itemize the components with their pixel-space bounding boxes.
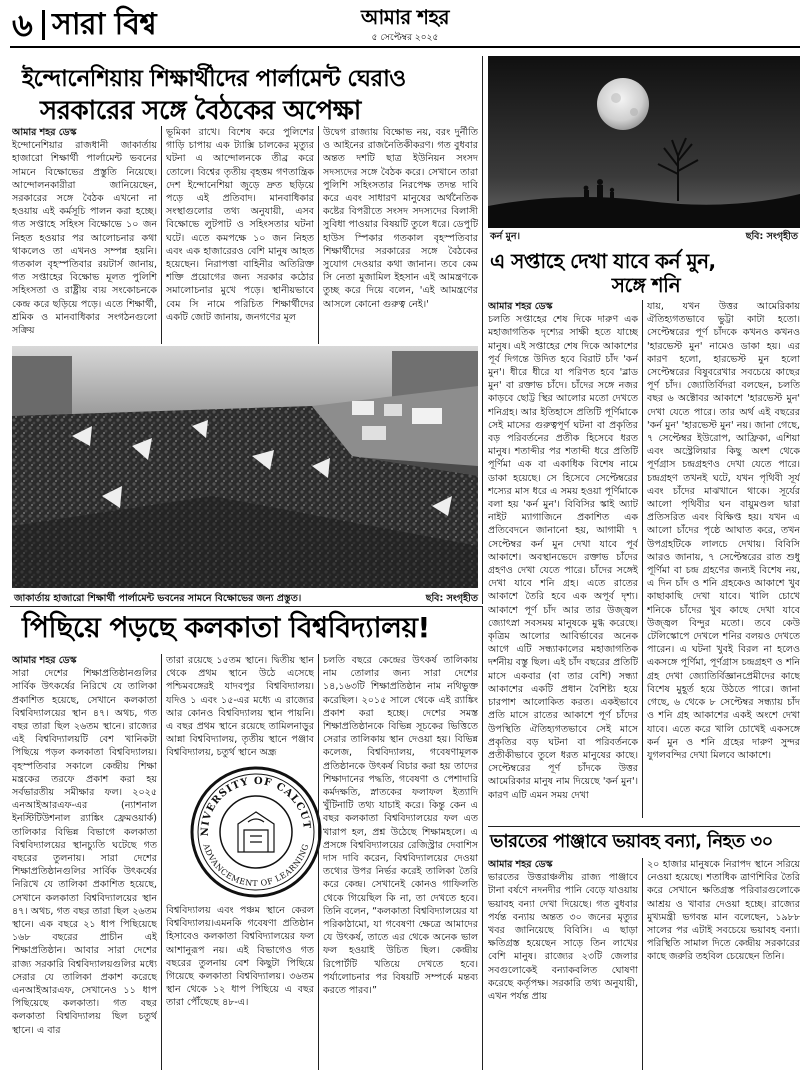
- story2-byline: আমার শহর ডেস্ক: [488, 301, 553, 312]
- col-rule: [642, 858, 643, 1070]
- story4-headline: ভারতের পাঞ্জাবে ভয়াবহ বন্যা, নিহত ৩০: [490, 831, 773, 852]
- section-divider: [482, 56, 483, 604]
- story1-headline-line1: ইন্দোনেশিয়ায় শিক্ষার্থীদের পার্লামেন্ট ঘেরাও: [22, 66, 406, 92]
- university-seal-illustration: [188, 764, 324, 900]
- story1-headline-line2: সরকারের সঙ্গে বৈঠকের অপেক্ষা: [40, 96, 361, 126]
- corn-moon-credit: ছবি: সংগৃহীত: [745, 231, 798, 242]
- story3-headline: পিছিয়ে পড়ছে কলকাতা বিশ্ববিদ্যালয়!: [22, 611, 430, 644]
- story1-byline: আমার শহর ডেস্ক: [12, 127, 77, 138]
- story2-col1-text: চলতি সপ্তাহের শেষ দিকে দারুণ এক মহাজাগতিক দৃশ্যের সাক্ষী হতে যাচ্ছে মানুষ। এই সপ্তাহের শেষ দিকে আকাশের পূর্ব দিগন্তে উদিত হবে বিরাট চাঁদ 'কর্ন মুন'। ধীরে ধীরে যা পরিণত হবে 'ব্লাড মুন' বা রক্তাভ চাঁদে। চাঁদের সঙ্গে নজর কাড়বে ছোট্ট স্থির আলোর মতো দেখতে শনিগ্রহ। আর ইতিহাসে প্রতিটি পূর্ণিমাকে সেই মাসের গুরুত্বপূর্ণ ঘটনা বা প্রকৃতির বড় পরিবর্তনের প্রতীক হিসেবে ধরত মানুষ। শতাব্দীর পর শতাব্দী ধরে প্রতিটি পূর্ণিমা এক বা একাধিক বিশেষ নামে ডাকা হয়েছে। সে হিসেবে সেপ্টেম্বরের শস্যের মাস ধরে এ সময় হওয়া পূর্ণিমাকে বলা হয় 'কর্ন মুন'। বিবিসির স্কাই অ্যাট নাইট ম্যাগাজিনে প্রকাশিত এক প্রতিবেদনে জানানো হয়, আগামী ৭ সেপ্টেম্বর কর্ন মুন দেখা যাবে পূর্ব আকাশে। অবস্থানভেদে রক্তাভ চাঁদের গ্রহণও দেখা যেতে পারে। চাঁদের সঙ্গেই দেখা যাবে শনি গ্রহ। এতে রাতের আকাশে তৈরি হবে এক অপূর্ব দৃশ্য। আকাশে পূর্ণ চাঁদ আর তার উজ্জ্বল জ্যোৎস্না সবসময় মানুষকে মুগ্ধ করেছে। কৃত্রিম আলোর আবির্ভাবের অনেক আগে এটি সন্ধ্যাকালের মহাজাগতিক দর্শনীয় বস্তু ছিল। এই চাঁদ বছরের প্রতিটি মাসে একবার (বা তার বেশি) সন্ধ্যা আকাশের একটি প্রধান বৈশিষ্ট্য হয়ে চারপাশ আলোকিত করত। একইভাবে প্রতি মাসে রাতের আকাশে পূর্ণ চাঁদের উপস্থিতি ঐতিহ্যগতভাবে সেই মাসে প্রকৃতির বড় ঘটনা বা পরিবর্তনকে প্রতীকীভাবে তুলে ধরত মানুষের কাছে। সেপ্টেম্বরের পূর্ণ চাঁদকে উত্তর আমেরিকার মানুষ নাম দিয়েছে 'কর্ন মুন'। কারণ এটি এমন সময় দেখা: [488, 314, 638, 801]
- section-divider: [482, 606, 483, 1070]
- story4-top-rule: [488, 826, 800, 827]
- corn-moon-caption: কর্ন মুন।: [490, 231, 520, 242]
- corn-moon-illustration: [488, 56, 800, 228]
- page-number: ৬: [12, 6, 33, 44]
- moon-shape: [597, 78, 649, 130]
- story3-col2-bottom: [166, 904, 314, 1070]
- story4-col1: [488, 858, 638, 1070]
- story2-col1: [488, 300, 638, 818]
- paper-name: আমার শহর: [360, 5, 450, 29]
- story2-col2-text: যায়, যখন উত্তর আমেরিকায় ঐতিহ্যগতভাবে ভুট্টা কাটা হতো। সেপ্টেম্বরের পূর্ণ চাঁদকে কখনও কখনও 'হারভেস্ট মুন' নামেও ডাকা হয়। এর কারণ হলো, হারভেস্ট মুন হলো সেপ্টেম্বরের বিষুবরেখার সবচেয়ে কাছের পূর্ণ চাঁদ। জ্যোতির্বিদরা বলছেন, চলতি বছর ৬ অক্টোবর আকাশে 'হারভেস্ট মুন' দেখা যেতে পারে। তার অর্থ এই বছরের 'কর্ন মুন' 'হারভেস্ট মুন' নয়। জানা গেছে, ৭ সেপ্টেম্বর ইউরোপ, আফ্রিকা, এশিয়া এবং অস্ট্রেলিয়ার কিছু অংশ থেকে পূর্ণগ্রাস চন্দ্রগ্রহণও দেখা যেতে পারে। চন্দ্রগ্রহণ তখনই ঘটে, যখন পৃথিবী সূর্য এবং চাঁদের মাঝখানে থাকে। সূর্যের আলো পৃথিবীর ঘন বায়ুমণ্ডল দ্বারা প্রতিসরিত এবং বিক্ষিপ্ত হয়। যখন এ আলো চাঁদের পৃষ্ঠে আঘাত করে, তখন উপগ্রহটিকে লালচে দেখায়। বিবিসি আরও জানায়, ৭ সেপ্টেম্বরের রাত শুধু পূর্ণিমা বা চন্দ্র গ্রহণের জন্যই বিশেষ নয়, এ দিন চাঁদ ও শনি গ্রহকেও আকাশে খুব কাছাকাছি দেখা যাবে। খালি চোখে শনিকে চাঁদের খুব কাছে দেখা যাবে উজ্জ্বল বিন্দুর মতো। তবে কেউ টেলিস্কোপে দেখলে শনির বলয়ও দেখতে পারেন। এ ঘটনা খুবই বিরল না হলেও একসঙ্গে পূর্ণিমা, পূর্ণগ্রাস চন্দ্রগ্রহণ ও শনি গ্রহ দেখা জ্যোতির্বিজ্ঞানপ্রেমীদের কাছে বিশেষ মুহূর্ত হয়ে উঠতে পারে। জানা গেছে, ৬ থেকে ৮ সেপ্টেম্বর সন্ধ্যায় চাঁদ ও শনি গ্রহ আকাশের একই অংশে দেখা যাবে। এতে করে খালি চোখেই একসঙ্গে কর্ন মুন ও শনি গ্রহের দারুণ সুন্দর যুগলবন্দির দেখা মিলবে আকাশে।: [647, 301, 800, 761]
- col-rule: [318, 654, 319, 1070]
- masthead-divider: [42, 10, 45, 40]
- story3-col2-top-text: তারা রয়েছে ১৫তম স্থানে। দ্বিতীয় স্থান থেকে প্রথম স্থানে উঠে এসেছে পশ্চিমবঙ্গেরই যাদবপুর বিশ্ববিদ্যালয়। যদিও ১ এবং ১৫-এর মধ্যে এ রাজ্যের আর কোনও বিশ্ববিদ্যালয় স্থান পায়নি। এ বছর প্রথম স্থানে রয়েছে তামিলনাড়ুর আন্না বিশ্ববিদ্যালয়, তৃতীয় স্থানে পঞ্জাব বিশ্ববিদ্যালয়, চতুর্থ স্থানে অন্ধ্র: [166, 655, 314, 759]
- story4-byline: আমার শহর ডেস্ক: [488, 859, 553, 870]
- story4-col1-text: ভারতের উত্তরাঞ্চলীয় রাজ্য পাঞ্জাবে টানা বর্ষণে নদনদীর পানি বেড়ে যাওয়ায় ভয়াবহ বন্যা দেখা দিয়েছে। গত বুধবার পর্যন্ত বন্যায় অন্তত ৩০ জনের মৃত্যুর খবর জানিয়েছে বিবিসি। এ ছাড়া ক্ষতিগ্রস্ত হয়েছেন সাড়ে তিন লাখের বেশি মানুষ। রাজ্যের ২৩টি জেলার সবগুলোকেই বন্যাকবলিত ঘোষণা করেছে কর্তৃপক্ষ। সরকারি তথ্য অনুযায়ী, এখন পর্যন্ত প্রায়: [488, 872, 638, 1003]
- story2-headline-line2: সঙ্গে শনি: [611, 273, 681, 297]
- story3-col1-text: সারা দেশের শিক্ষাপ্রতিষ্ঠানগুলির সার্বিক উৎকর্ষের নিরিখে যে তালিকা প্রকাশিত হয়েছে, সেখানে কলকাতা বিশ্ববিদ্যালয়ের স্থান ৪৭। অথচ, গত বছর তারা ছিল ২৬তম স্থানে। রাজ্যের এই বিশ্ববিদ্যালয়টি বেশ খানিকটা পিছিয়ে পড়ল কলকাতা বিশ্ববিদ্যালয়। বৃহস্পতিবার সকালে কেন্দ্রীয় শিক্ষা মন্ত্রকের তরফে প্রকাশ করা হয় সর্বভারতীয় সমীক্ষার ফল। ২০২৫ এনআইআরএফ-এর (ন্যাশনাল ইনস্টিটিউশনাল র‍্যাঙ্কিং ফ্রেমওয়ার্ক) তালিকার বিভিন্ন বিভাগে কলকাতা বিশ্ববিদ্যালয়ের স্থানচ্যুতি ঘটেছে গত বছরের তুলনায়। সারা দেশের শিক্ষাপ্রতিষ্ঠানগুলির সার্বিক উৎকর্ষের নিরিখে যে তালিকা প্রকাশিত হয়েছে, সেখানে কলকাতা বিশ্ববিদ্যালয়ের স্থান ৪৭। অথচ, গত বছর তারা ছিল ২৬তম স্থানে। এক বছরে ২১ ধাপ পিছিয়েছে ১৬৮ বছরের প্রাচীন এই শিক্ষাপ্রতিষ্ঠান। আবার সারা দেশের রাজ্য সরকারি বিশ্ববিদ্যালয়গুলির মধ্যে সেরার যে তালিকা প্রকাশ করেছে এনআইআরএফ, সেখানেও ১১ ধাপ পিছিয়েছে কলকাতা। গত বছর কলকাতা বিশ্ববিদ্যালয় ছিল চতুর্থ স্থানে। এ বার: [12, 668, 157, 1036]
- story3-top-rule: [10, 606, 482, 607]
- story4-col2-text: ২০ হাজার মানুষকে নিরাপদ স্থানে সরিয়ে নেওয়া হয়েছে। শতাধিক ত্রাণশিবির তৈরি করে সেখানে ক্ষতিগ্রস্ত পরিবারগুলোকে আশ্রয় ও খাবার দেওয়া হচ্ছে। রাজ্যের মুখ্যমন্ত্রী ভগবন্ত মান বলেছেন, ১৯৮৮ সালের পর এটাই সবচেয়ে ভয়াবহ বন্যা। পরিস্থিতি সামাল দিতে কেন্দ্রীয় সরকারের কাছে জরুরি তহবিল চেয়েছেন তিনি।: [647, 859, 800, 963]
- seal-motto: ADVANCEMENT OF LEARNING: [201, 842, 311, 889]
- col-rule: [642, 300, 643, 818]
- story2-col2: [647, 300, 800, 818]
- story3-col2-top: [166, 654, 314, 760]
- story3-col1: [12, 654, 157, 1070]
- story1-col3: [323, 126, 478, 344]
- issue-date: ৫ সেপ্টেম্বর ২০২৫: [371, 33, 439, 43]
- story1-col3-text: উদ্বেগ রাজ্যায় বিক্ষোভ নয়, বরং দুর্নীতি ও আইনের রাজনৈতিকীকরণ। গত বুধবার অন্তত দশটি ছাত্র ইউনিয়ন সংসদ সদস্যদের সঙ্গে বৈঠক করে। সেখানে তারা পুলিশি সহিংসতার নিরপেক্ষ তদন্ত দাবি করে এবং সাধারণ মানুষের অর্থনৈতিক কষ্টের বিপরীতে সংসদ সদস্যদের বিলাসী সুবিধা পাওয়ার বিষয়টি তুলে ধরে। ডেপুটি হাউস স্পিকার গতকাল বৃহস্পতিবার শিক্ষার্থীদের সরকারের সঙ্গে বৈঠকের সুযোগ দেওয়ার কথা জানান। তবে কেম সি নেতা মুজামিল ইহসান এই আমন্ত্রণকে তুচ্ছ করে দিয়ে বলেন, 'এই আমন্ত্রণের আসলে কোনো গুরুত্ব নেই।': [323, 127, 478, 310]
- story4-col2: [647, 858, 800, 1070]
- protest-photo-illustration: [12, 346, 478, 588]
- story3-byline: আমার শহর ডেস্ক: [12, 655, 77, 666]
- col-rule: [161, 126, 162, 344]
- university-seal: [188, 764, 324, 900]
- story1-col2-text: ভূমিকা রাখে। বিশেষ করে পুলিশের গাড়ি চাপায় এক ট্যাক্সি চালকের মৃত্যুর ঘটনা এ আন্দোলনকে তীব্র করে তোলে। বিশ্বের তৃতীয় বৃহত্তম গণতান্ত্রিক দেশ ইন্দোনেশিয়া জুড়ে দ্রুত ছড়িয়ে পড়ে এই প্রতিবাদ। মানবাধিকার সংস্থাগুলোর তথ্য অনুযায়ী, এসব বিক্ষোভে লুটপাট ও সহিংসতার ঘটনা ঘটে। এতে কমপক্ষে ১০ জন নিহত এবং এক হাজারেরও বেশি মানুষ আহত হয়েছেন। নিরাপত্তা বাহিনীর অতিরিক্ত শক্তি প্রয়োগের জন্য সরকার কঠোর সমালোচনার মুখে পড়ে। স্থানীয়ভাবে বেম সি নামে পরিচিত শিক্ষার্থীদের একটি জোট জানায়, জনগণের মূল: [166, 127, 314, 323]
- story3-col3-text: চলতি বছরে কেন্দ্রের উৎকর্ষ তালিকায় নাম তোলার জন্য সারা দেশের ১৪,১৬৩টি শিক্ষাপ্রতিষ্ঠান নাম নথিভুক্ত করেছিল। ২০১৫ সালে থেকে এই র‍্যাঙ্কিং প্রকাশ করা হচ্ছে। দেশের সমস্ত শিক্ষাপ্রতিষ্ঠানকে বিভিন্ন সূচকের ভিত্তিতে সেরার তালিকায় স্থান দেওয়া হয়। বিভিন্ন কলেজ, বিশ্ববিদ্যালয়, গবেষণামূলক প্রতিষ্ঠানকে উৎকর্ষ বিচার করা হয় তাদের শিক্ষাদানের পদ্ধতি, গবেষণা ও পেশাদারি কর্মদক্ষতি, স্নাতকের ফলাফল ইত্যাদি খুঁটিনাটি তথ্য যাচাই করে। কিন্তু কেন এ বছর কলকাতা বিশ্ববিদ্যালয়ের ফল এত খারাপ হল, প্রশ্ন উঠেছে শিক্ষামহলে। এ প্রসঙ্গে বিশ্ববিদ্যালয়ের রেজিস্ট্রার দেবাশিস দাস দাবি করেন, বিশ্ববিদ্যালয়ের দেওয়া তথ্যের উপর নির্ভর করেই তালিকা তৈরি করে কেন্দ্র। সেখানেই কোনও গাফিলতি থেকে গিয়েছিল কি না, তা দেখতে হবে। তিনি বলেন, “কলকাতা বিশ্ববিদ্যালয়ের যা পরিকাঠামো, যা গবেষণা ক্ষেত্রে আমাদের যে উৎকর্ষ, তাতে এর থেকে অনেক ভাল ফল হওয়াই উচিত ছিল। কেন্দ্রীয় রিপোর্টটি খতিয়ে দেখতে হবে। পর্যালোচনার পর বিষয়টি সম্পর্কে মন্তব্য করতে পারব।”: [323, 655, 478, 997]
- protest-photo-credit: ছবি: সংগৃহীত: [425, 593, 478, 604]
- story3-col2-bottom-text: বিশ্ববিদ্যালয় এবং পঞ্চম স্থানে কেরল বিশ্ববিদ্যালয়।এমনকি গবেষণা প্রতিষ্ঠান হিসাবেও কলকাতা বিশ্ববিদ্যালয়ের ফল আশানুরূপ নয়। এই বিভাগেও গত বছরের তুলনায় বেশ কিছুটা পিছিয়ে গিয়েছে কলকাতা বিশ্ববিদ্যালয়। ৩৬তম স্থান থেকে ১২ ধাপ পিছিয়ে এ বছর তারা পৌঁছেছে ৪৮-এ।: [166, 905, 314, 1009]
- protest-photo: [12, 346, 478, 588]
- story3-col3: [323, 654, 478, 1070]
- section-title: সারা বিশ্ব: [52, 7, 157, 42]
- col-rule: [161, 654, 162, 1070]
- story2-headline-line1: এ সপ্তাহে দেখা যাবে কর্ন মুন,: [490, 249, 716, 273]
- protest-photo-caption: জাকার্তায় হাজারো শিক্ষার্থী পার্লামেন্ট ভবনের সামনে বিক্ষোভের জন্য প্রস্তুত।: [14, 593, 302, 604]
- col-rule: [318, 126, 319, 344]
- seal-outer-text: NIVERSITY OF CALCUT: [199, 775, 313, 837]
- story1-col1: [12, 126, 157, 344]
- story1-col1-text: ইন্দোনেশিয়ার রাজধানী জাকার্তায় হাজারো শিক্ষার্থী পার্লামেন্ট ভবনের সামনে বিক্ষোভের প্রস্তুতি নিয়েছে। আন্দোলনকারীরা জানিয়েছেন, সরকারের সঙ্গে বৈঠক এখনো না হওয়ায় এই কর্মসূচি পালন করা হচ্ছে। গত সপ্তাহে সহিংস বিক্ষোভে ১০ জন নিহত হওয়ার পর আলোচনার কথা থাকলেও তা এখনও সম্পন্ন হয়নি। গতকাল বৃহস্পতিবার রয়টার্স জানায়, গত সপ্তাহের বিক্ষোভ মূলত পুলিশি সহিংসতা ও রাষ্ট্রীয় ব্যয় সংকোচনকে কেন্দ্র করে ছড়িয়ে পড়ে। এতে শিক্ষার্থী, শ্রমিক ও মানবাধিকার সংগঠনগুলো সক্রিয়: [12, 140, 157, 337]
- corn-moon-photo: [488, 56, 800, 228]
- story1-col2: [166, 126, 314, 344]
- masthead-rule: [10, 46, 800, 48]
